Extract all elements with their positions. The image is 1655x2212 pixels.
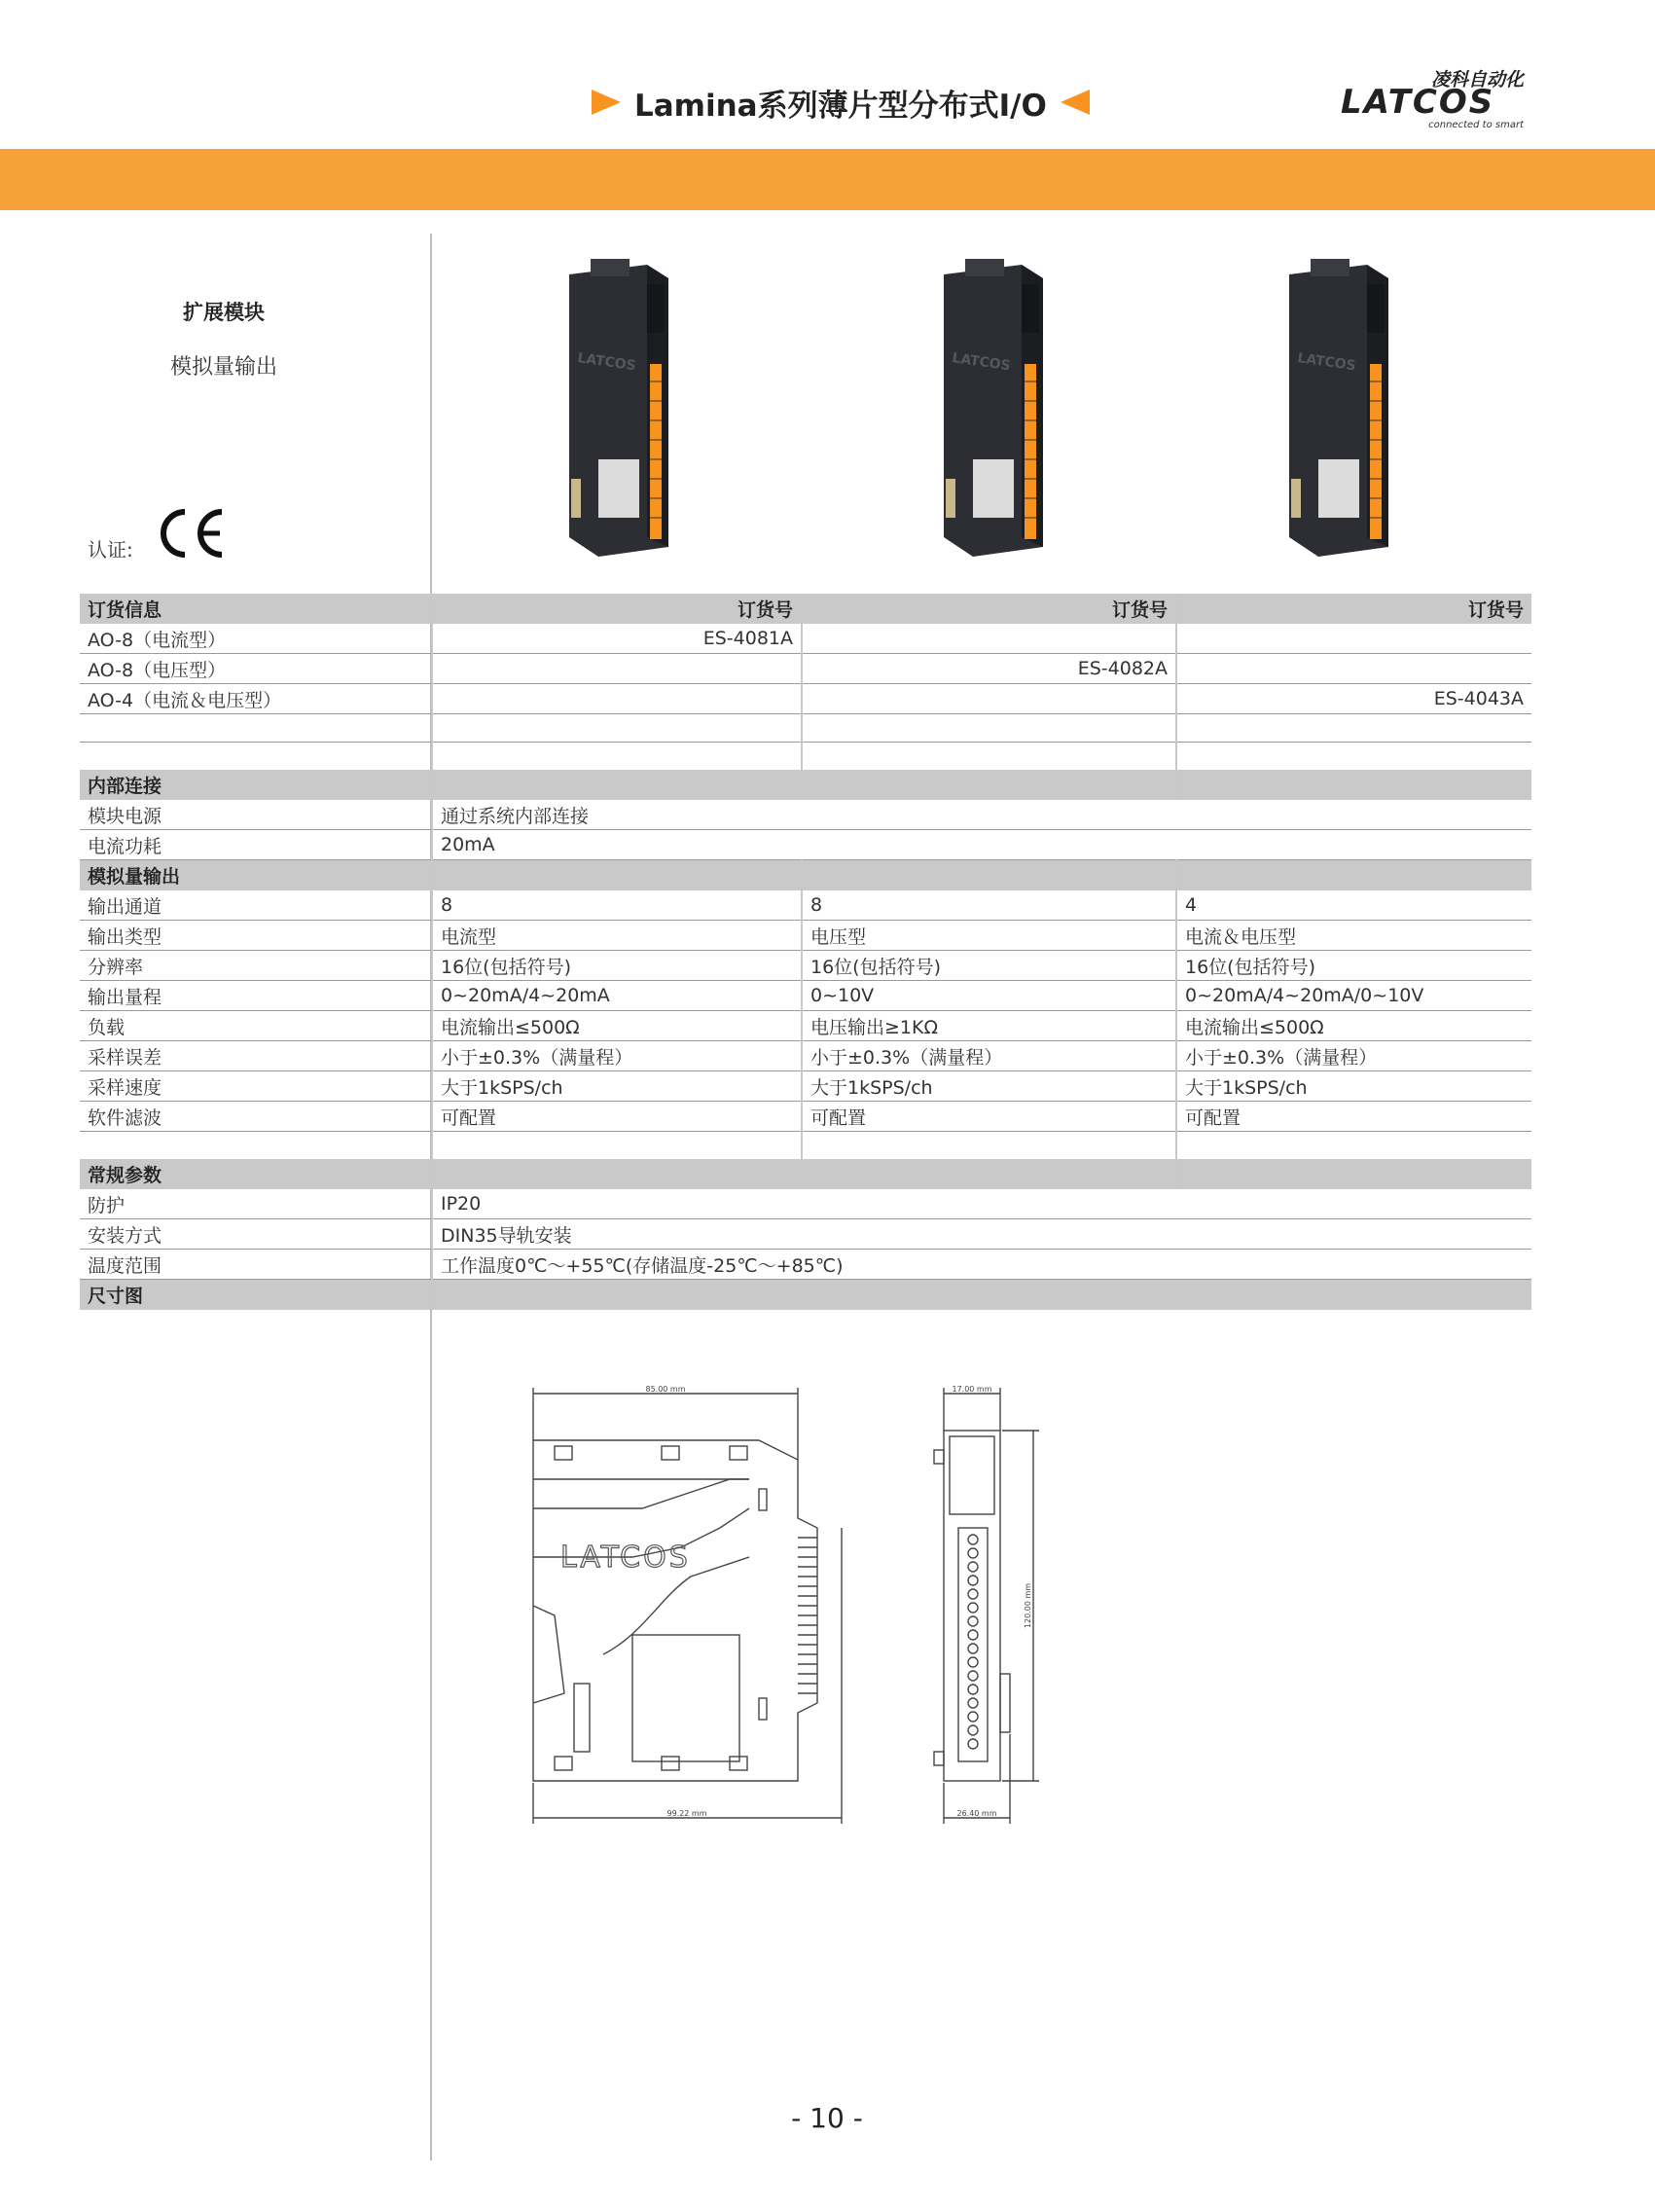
spec-table (80, 594, 1531, 1310)
cell: 通过系统内部连接 (432, 800, 1531, 830)
cell: 16位(包括符号) (802, 951, 1176, 981)
drawing-brand: LATCOS (560, 1541, 691, 1575)
arrow-right-icon (592, 90, 621, 115)
table-section-header (80, 1280, 1531, 1310)
table-section-header (80, 860, 1531, 890)
cell: 可配置 (1176, 1102, 1531, 1132)
cell: 电流＆电压型 (1176, 921, 1531, 951)
table-row (80, 1250, 1531, 1280)
product-image-es-4043a (1270, 255, 1416, 566)
arrow-left-icon (1061, 90, 1090, 115)
orange-band (0, 149, 1655, 210)
table-row (80, 654, 1531, 684)
cell (802, 624, 1176, 654)
table-spacer-row (80, 743, 1531, 771)
dimension-header: 尺寸图 (80, 1280, 432, 1310)
header-title-text: Lamina系列薄片型分布式I/O (634, 88, 1047, 124)
cell: DIN35导轨安装 (432, 1219, 1531, 1250)
order-number-header: 订货号 (1176, 594, 1531, 624)
cell: ES-4081A (432, 624, 802, 654)
ce-mark-icon (156, 506, 226, 561)
section-subtitle: 模拟量输出 (169, 355, 277, 380)
cell: 电流输出≤500Ω (432, 1011, 802, 1041)
module-brand-text: LATCOS (951, 350, 1012, 375)
order-number-header: 订货号 (802, 594, 1176, 624)
section-title: 扩展模块 (183, 301, 265, 324)
cell: 电压输出≥1KΩ (802, 1011, 1176, 1041)
table-row (80, 684, 1531, 714)
table-row (80, 921, 1531, 951)
dimension-drawing (525, 1382, 1051, 1830)
dim-depth-bottom: 26.40 mm (956, 1809, 997, 1818)
row-label: 输出类型 (80, 921, 432, 951)
row-label: 安装方式 (80, 1219, 432, 1250)
cell: ES-4043A (1176, 684, 1531, 714)
table-row (80, 951, 1531, 981)
row-label: 采样速度 (80, 1071, 432, 1102)
row-label: 输出通道 (80, 890, 432, 921)
cell: IP20 (432, 1189, 1531, 1219)
product-image-es-4082a (924, 255, 1070, 566)
logo-cn-text: 凌科自动化 (1430, 69, 1524, 91)
cell (432, 654, 802, 684)
cell: 20mA (432, 830, 1531, 860)
logo-tagline: connected to smart (1428, 120, 1524, 130)
row-label: AO-8（电流型） (80, 624, 432, 654)
cell: 8 (432, 890, 802, 921)
module-brand-text: LATCOS (1296, 350, 1357, 375)
table-spacer-row (80, 714, 1531, 743)
page-header-title (592, 78, 1090, 127)
table-row (80, 1041, 1531, 1071)
table-row (80, 1219, 1531, 1250)
certification-label: 认证: (88, 538, 133, 562)
table-row (80, 890, 1531, 921)
latcos-logo (1339, 64, 1533, 132)
row-label: 采样误差 (80, 1041, 432, 1071)
row-label: 分辨率 (80, 951, 432, 981)
cell: 大于1kSPS/ch (802, 1071, 1176, 1102)
cell: 0~10V (802, 981, 1176, 1011)
table-section-header (80, 770, 1531, 800)
cell: 大于1kSPS/ch (432, 1071, 802, 1102)
dim-width-top: 85.00 mm (645, 1385, 686, 1394)
cell: 小于±0.3%（满量程） (432, 1041, 802, 1071)
cell: 电压型 (802, 921, 1176, 951)
cell: 电流输出≤500Ω (1176, 1011, 1531, 1041)
row-label: 软件滤波 (80, 1102, 432, 1132)
row-label: 模块电源 (80, 800, 432, 830)
cell: 4 (1176, 890, 1531, 921)
general-params-header: 常规参数 (80, 1159, 432, 1189)
table-row (80, 624, 1531, 654)
dim-width-bottom: 99.22 mm (666, 1809, 707, 1818)
cell: 16位(包括符号) (1176, 951, 1531, 981)
table-section-header (80, 1159, 1531, 1189)
cell: 小于±0.3%（满量程） (1176, 1041, 1531, 1071)
order-number-header: 订货号 (432, 594, 802, 624)
table-row (80, 1011, 1531, 1041)
analog-output-header: 模拟量输出 (80, 860, 432, 890)
row-label: 防护 (80, 1189, 432, 1219)
cell: ES-4082A (802, 654, 1176, 684)
cell (1176, 654, 1531, 684)
cell: 小于±0.3%（满量程） (802, 1041, 1176, 1071)
table-row (80, 800, 1531, 830)
cell: 8 (802, 890, 1176, 921)
cell: 16位(包括符号) (432, 951, 802, 981)
page-number: - 10 - (791, 2102, 863, 2134)
cell (802, 684, 1176, 714)
cell (1176, 624, 1531, 654)
table-row (80, 1102, 1531, 1132)
table-header-row (80, 594, 1531, 624)
table-row (80, 981, 1531, 1011)
cell: 可配置 (432, 1102, 802, 1132)
internal-connection-header: 内部连接 (80, 770, 432, 800)
table-row (80, 1189, 1531, 1219)
row-label: 温度范围 (80, 1250, 432, 1280)
table-spacer-row (80, 1132, 1531, 1160)
row-label: 输出量程 (80, 981, 432, 1011)
cell (432, 684, 802, 714)
cell: 可配置 (802, 1102, 1176, 1132)
row-label: AO-4（电流＆电压型） (80, 684, 432, 714)
order-info-header: 订货信息 (80, 594, 432, 624)
logo-en-text: LATCOS (1341, 83, 1495, 122)
row-label: 负载 (80, 1011, 432, 1041)
product-image-es-4081a (550, 255, 696, 566)
cell: 工作温度0℃～+55℃(存储温度-25℃～+85℃) (432, 1250, 1531, 1280)
row-label: AO-8（电压型） (80, 654, 432, 684)
cell: 大于1kSPS/ch (1176, 1071, 1531, 1102)
table-row (80, 1071, 1531, 1102)
dim-height: 120.00 mm (1024, 1582, 1032, 1629)
row-label: 电流功耗 (80, 830, 432, 860)
cell: 0~20mA/4~20mA (432, 981, 802, 1011)
table-row (80, 830, 1531, 860)
module-brand-text: LATCOS (576, 350, 637, 375)
cell: 电流型 (432, 921, 802, 951)
cell: 0~20mA/4~20mA/0~10V (1176, 981, 1531, 1011)
dim-depth-top: 17.00 mm (952, 1385, 992, 1394)
